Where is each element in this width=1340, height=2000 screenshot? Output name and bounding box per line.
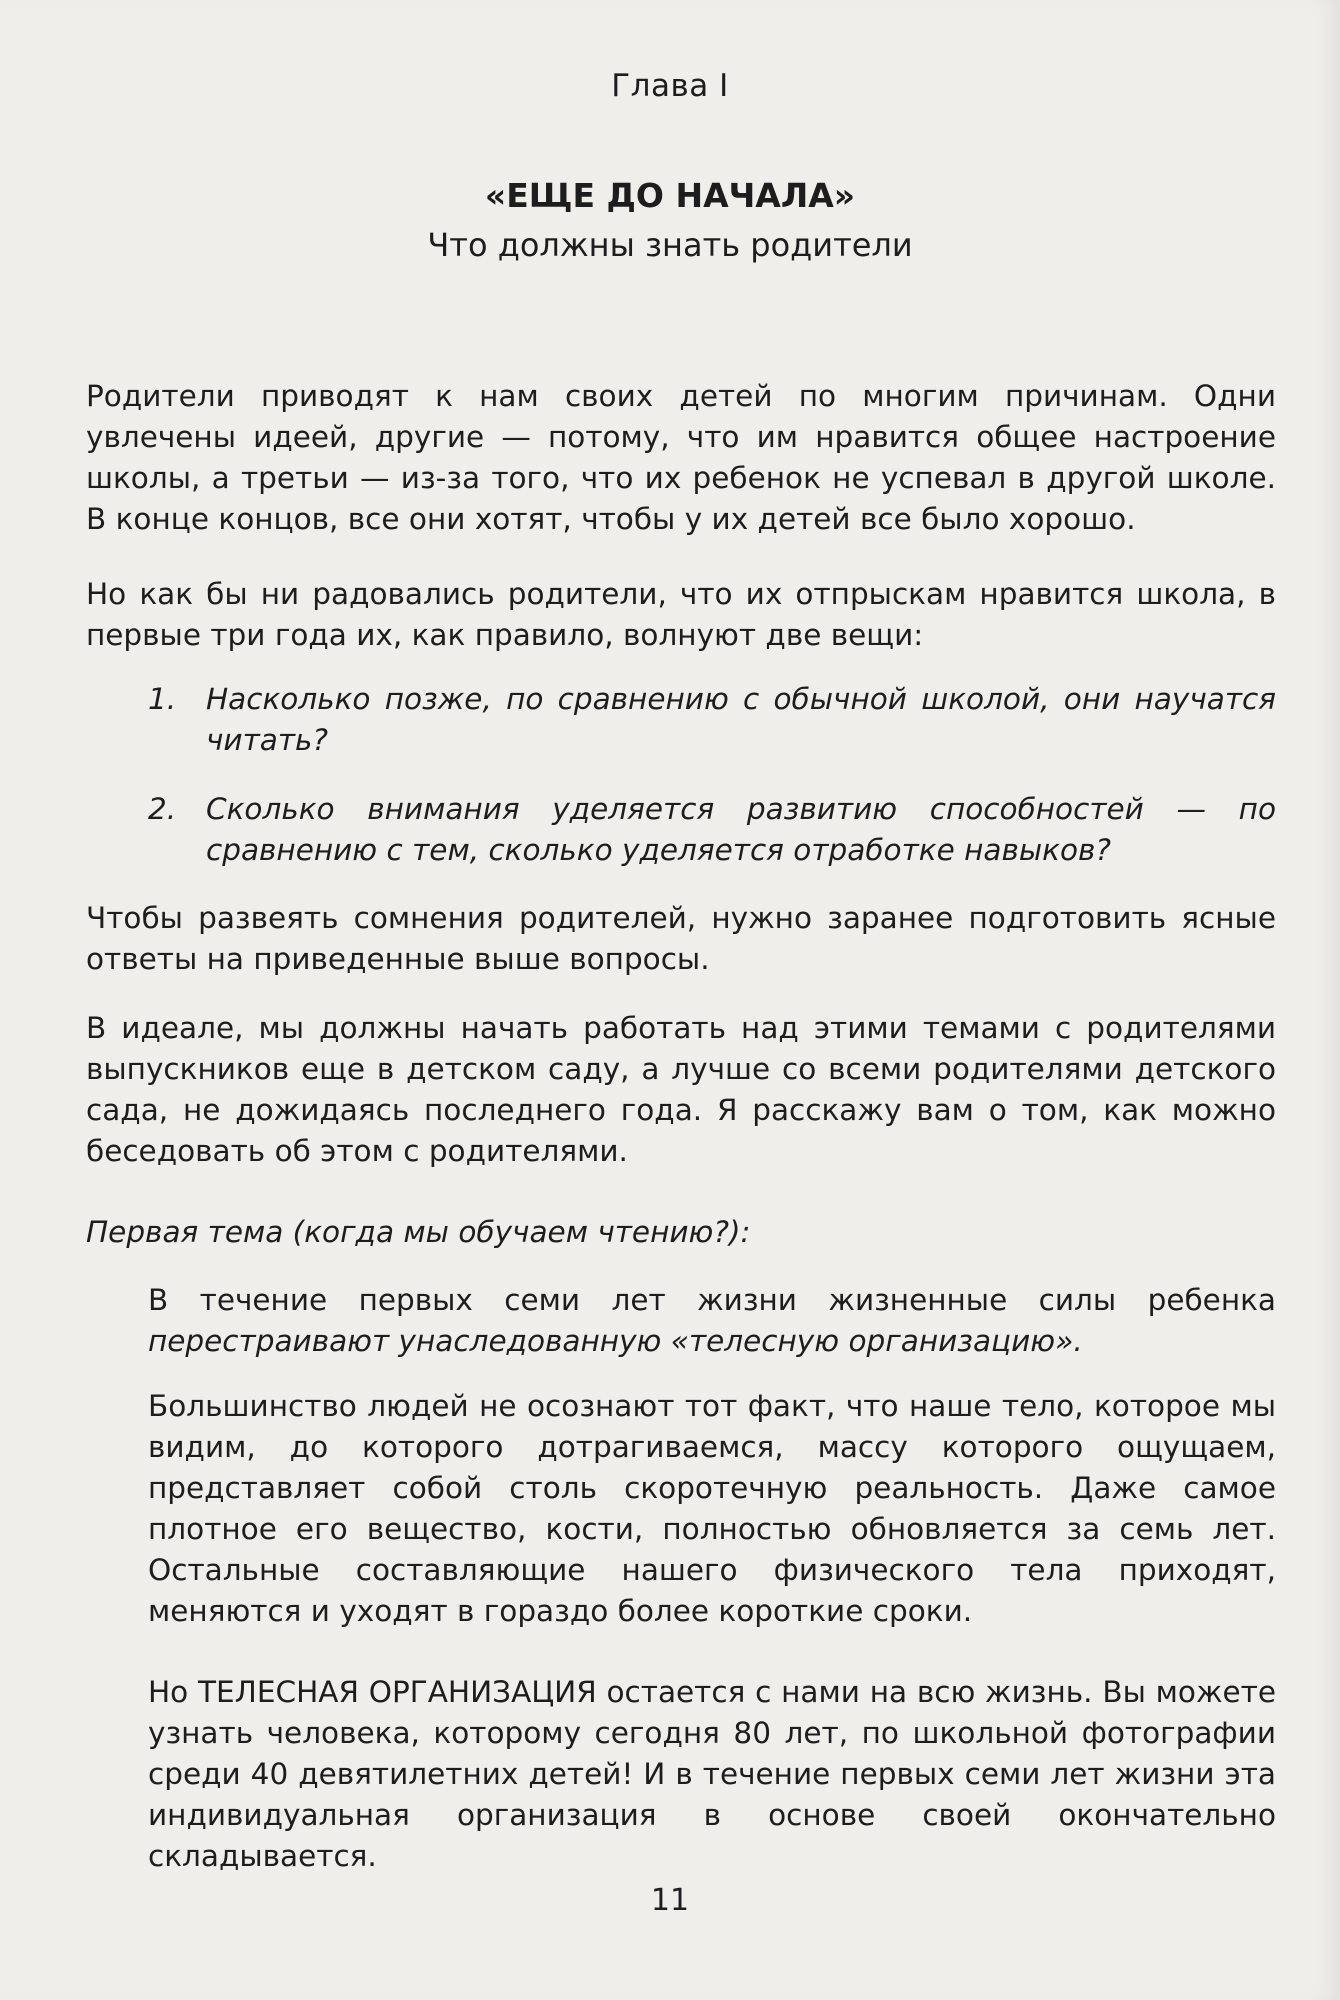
page-number: 11 — [650, 1883, 690, 1918]
list-item-text: Насколько позже, по сравнению с обычной школой, они научатся читать? — [206, 682, 1276, 757]
list-item-number: 1. — [148, 682, 177, 716]
list-item — [148, 789, 1276, 871]
paragraph-dispel-doubts: Чтобы развеять сомнения родителей, нужно заранее подготовить ясные ответы на приведенные выше вопросы. — [86, 901, 1276, 976]
paragraph-ideal: В идеале, мы должны начать работать над этими темами с родителями выпускников еще в детском саду, а лучше со всеми родителями детского сада, не дожидаясь последнего года. Я расскажу вам о том, как можно беседовать об этом с родителями. — [86, 1011, 1276, 1168]
paragraph-emphasis: перестраивают унаследованную «телесную организацию». — [148, 1324, 1083, 1358]
list-item-number: 2. — [148, 792, 177, 826]
chapter-subtitle: Что должны знать родители — [427, 226, 913, 264]
list-item — [148, 679, 1276, 761]
paragraph-bodily-organization: Но ТЕЛЕСНАЯ ОРГАНИЗАЦИЯ остается с нами на всю жизнь. Вы можете узнать человека, которому сегодня 80 лет, по школьной фотографии среди 40 девятилетних детей! И в течение первых семи лет жизни эта индивидуальная организация в основе своей окончательно складывается. — [148, 1675, 1276, 1873]
paragraph-first-seven-years — [148, 1280, 1276, 1362]
paragraph-body-renewal: Большинство людей не осознают тот факт, что наше тело, которое мы видим, до которого дотрагиваемся, массу которого ощущаем, представляет собой столь скоротечную реальность. Даже самое плотное его вещество, кости, полностью обновляется за семь лет. Остальные составляющие нашего физического тела приходят, меняются и уходят в гораздо более короткие сроки. — [148, 1389, 1276, 1628]
paragraph-reasons: Родители приводят к нам своих детей по многим причинам. Одни увлечены идеей, другие — потому, что им нравится общее настроение школы, а третьи — из-за того, что их ребенок не успевал в другой школе. В конце концов, все они хотят, чтобы у их детей все было хорошо. — [86, 379, 1276, 536]
paragraph-concerns-intro: Но как бы ни радовались родители, что их отпрыскам нравится школа, в первые три года их, как правило, волнуют две вещи: — [86, 577, 1276, 652]
paragraph-text: В течение первых семи лет жизни жизненные силы ребенка — [148, 1283, 1276, 1317]
topic-heading: Первая тема (когда мы обучаем чтению?): — [86, 1215, 751, 1249]
chapter-title: «ЕЩЕ ДО НАЧАЛА» — [484, 176, 856, 215]
chapter-label: Глава I — [611, 68, 729, 104]
list-item-text: Сколько внимания уделяется развитию способностей — по сравнению с тем, сколько уделяется отработке навыков? — [206, 792, 1276, 867]
